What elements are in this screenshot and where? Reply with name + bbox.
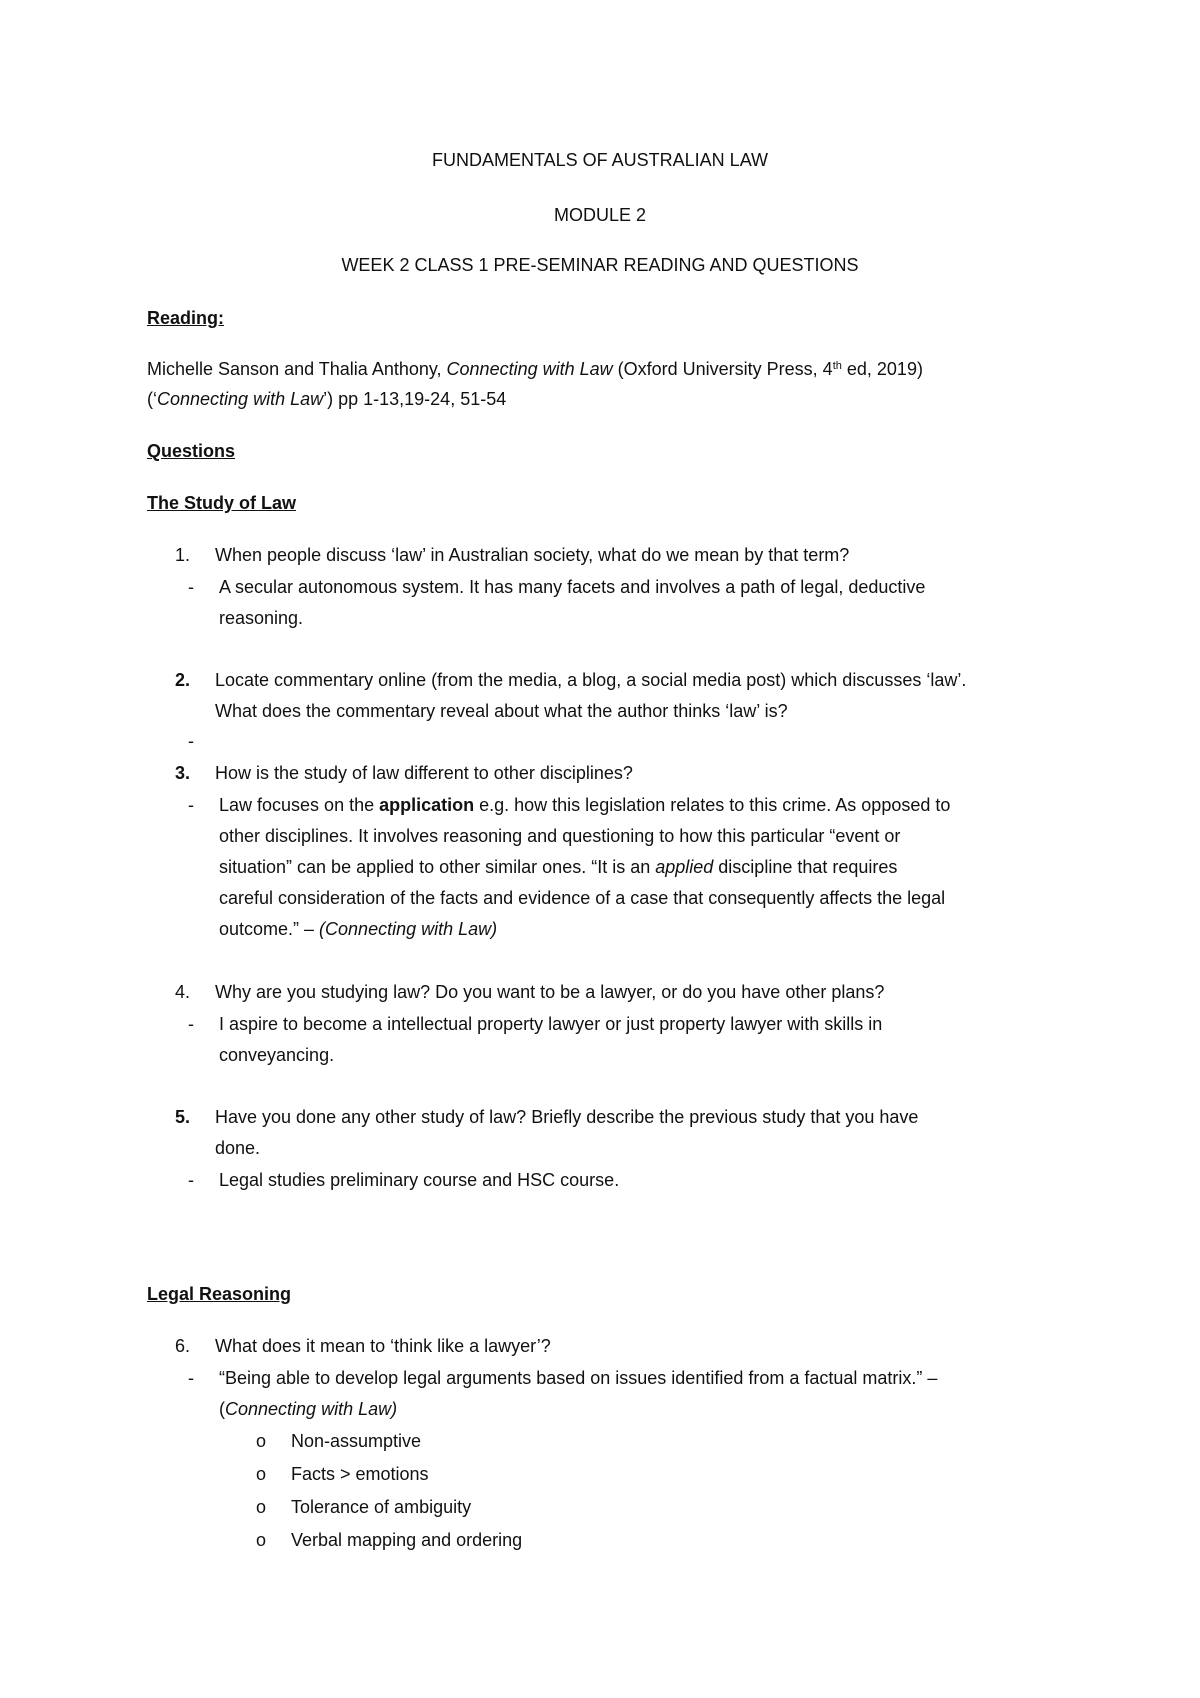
question-4-number: 4.: [175, 982, 191, 1002]
answer-1-line1: A secular autonomous system. It has many facets and involves a path of legal, deductive: [219, 577, 926, 597]
answer-6-line2: (Connecting with Law): [219, 1399, 398, 1419]
sub-bullet-marker: o: [256, 1464, 267, 1484]
answer-4-line2: conveyancing.: [219, 1045, 335, 1065]
answer-4-line1: I aspire to become a intellectual property lawyer or just property lawyer with skills in: [219, 1014, 883, 1034]
module-label: MODULE 2: [553, 205, 647, 225]
questions-heading: Questions: [147, 441, 236, 461]
answer-4-bullet: -: [188, 1014, 194, 1034]
answer-6-line1: “Being able to develop legal arguments based on issues identified from a factual matrix.” –: [219, 1368, 938, 1388]
sub-bullet-marker: o: [256, 1431, 267, 1451]
answer-3-line4: careful consideration of the facts and evidence of a case that consequently affects the legal: [219, 888, 946, 908]
reading-heading: Reading:: [147, 308, 225, 328]
sub-bullet-marker: o: [256, 1497, 267, 1517]
reading-citation-line2: (‘Connecting with Law’) pp 1-13,19-24, 51-54: [147, 389, 507, 409]
question-1-number: 1.: [175, 545, 191, 565]
answer-3-bullet: -: [188, 795, 194, 815]
sub-bullet-item: Tolerance of ambiguity: [291, 1497, 472, 1517]
sub-bullet-marker: o: [256, 1530, 267, 1550]
reading-citation-line1: Michelle Sanson and Thalia Anthony, Connecting with Law (Oxford University Press, 4th ed, 2019): [147, 359, 923, 379]
question-2-number: 2.: [175, 670, 191, 690]
question-4-text: Why are you studying law? Do you want to be a lawyer, or do you have other plans?: [215, 982, 885, 1002]
document-title: FUNDAMENTALS OF AUSTRALIAN LAW: [431, 150, 769, 170]
answer-1-bullet: -: [188, 577, 194, 597]
question-2-line1: Locate commentary online (from the media, a blog, a social media post) which discusses ‘law’.: [215, 670, 967, 690]
question-1-text: When people discuss ‘law’ in Australian society, what do we mean by that term?: [215, 545, 850, 565]
sub-bullet-item: Non-assumptive: [291, 1431, 422, 1451]
answer-2-bullet: -: [188, 731, 194, 751]
sub-bullet-item: Facts > emotions: [291, 1464, 429, 1484]
question-3-text: How is the study of law different to other disciplines?: [215, 763, 633, 783]
answer-3-line5: outcome.” – (Connecting with Law): [219, 919, 498, 939]
study-of-law-heading: The Study of Law: [147, 493, 297, 513]
answer-3-line1: Law focuses on the application e.g. how this legislation relates to this crime. As opposed to: [219, 795, 951, 815]
answer-1-line2: reasoning.: [219, 608, 304, 628]
question-6-number: 6.: [175, 1336, 191, 1356]
answer-5-text: Legal studies preliminary course and HSC course.: [219, 1170, 620, 1190]
sub-bullet-item: Verbal mapping and ordering: [291, 1530, 523, 1550]
answer-5-bullet: -: [188, 1170, 194, 1190]
question-5-number: 5.: [175, 1107, 191, 1127]
question-3-number: 3.: [175, 763, 191, 783]
answer-6-bullet: -: [188, 1368, 194, 1388]
question-2-line2: What does the commentary reveal about what the author thinks ‘law’ is?: [215, 701, 788, 721]
answer-3-line3: situation” can be applied to other similar ones. “It is an applied discipline that requires: [219, 857, 898, 877]
question-5-line2: done.: [215, 1138, 261, 1158]
answer-3-line2: other disciplines. It involves reasoning and questioning to how this particular “event or: [219, 826, 901, 846]
legal-reasoning-heading: Legal Reasoning: [147, 1284, 292, 1304]
document-subtitle: WEEK 2 CLASS 1 PRE-SEMINAR READING AND QUESTIONS: [341, 255, 859, 275]
question-5-line1: Have you done any other study of law? Briefly describe the previous study that you have: [215, 1107, 919, 1127]
question-6-text: What does it mean to ‘think like a lawyer’?: [215, 1336, 551, 1356]
